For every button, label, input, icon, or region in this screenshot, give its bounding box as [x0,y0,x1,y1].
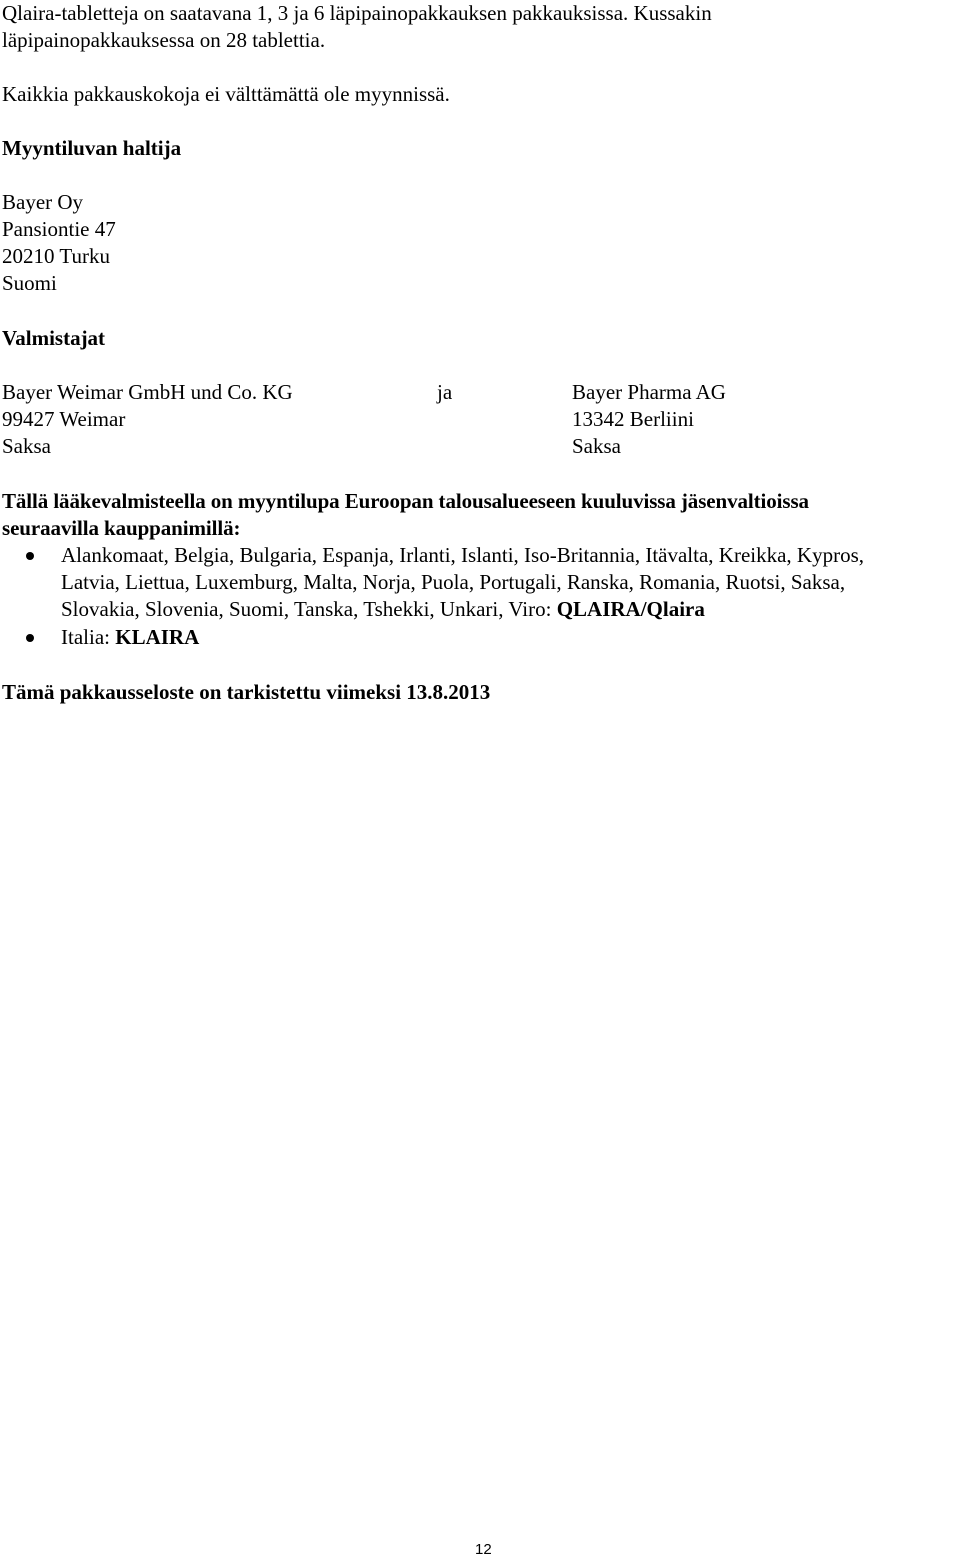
manufacturer-1-country: Saksa [2,434,51,458]
bullet-icon [26,634,34,642]
page-number: 12 [475,1541,492,1558]
intro-line-3: Kaikkia pakkauskokoja ei välttämättä ole myynnissä. [2,82,450,106]
item-2-country: Italia: [61,625,116,649]
holder-heading: Myyntiluvan haltija [2,136,182,160]
item-1-line-1: Alankomaat, Belgia, Bulgaria, Espanja, Irlanti, Islanti, Iso-Britannia, Itävalta, Kreikka, Kypros, [61,543,865,567]
intro-paragraph [2,0,712,54]
intro-line-1: Qlaira-tabletteja on saatavana 1, 3 ja 6 läpipainopakkauksen pakkauksissa. Kussakin [2,1,712,25]
item-1-trade-name: QLAIRA/Qlaira [556,597,705,621]
manufacturer-1 [2,379,293,460]
manufacturers-heading: Valmistajat [2,326,106,350]
manufacturer-1-name: Bayer Weimar GmbH und Co. KG [2,380,293,404]
holder-address [2,189,116,297]
manufacturer-2 [572,379,726,460]
holder-city: 20210 Turku [2,244,110,268]
item-2-trade-name: KLAIRA [115,625,200,649]
manufacturer-1-city: 99427 Weimar [2,407,126,431]
item-1-line-3 [61,596,864,623]
manufacturer-conjunction: ja [437,380,453,404]
manufacturer-2-country: Saksa [572,434,621,458]
bullet-icon [26,552,34,560]
authorisation-heading [2,488,809,542]
authorisation-heading-line-2: seuraavilla kauppanimillä: [2,516,241,540]
trade-name-list-item-1 [61,542,864,623]
authorisation-heading-line-1: Tällä lääkevalmisteella on myyntilupa Euroopan talousalueeseen kuuluvissa jäsenvaltioissa [2,489,809,513]
holder-name: Bayer Oy [2,190,84,214]
intro-line-2: läpipainopakkauksessa on 28 tablettia. [2,28,326,52]
holder-street: Pansiontie 47 [2,217,116,241]
revision-date: Tämä pakkausseloste on tarkistettu viimeksi 13.8.2013 [2,680,491,704]
manufacturer-2-city: 13342 Berliini [572,407,694,431]
manufacturer-2-name: Bayer Pharma AG [572,380,726,404]
trade-name-list-item-2 [61,624,199,651]
item-1-countries: Slovakia, Slovenia, Suomi, Tanska, Tshekki, Unkari, Viro: [61,597,557,621]
holder-country: Suomi [2,271,57,295]
item-1-line-2: Latvia, Liettua, Luxemburg, Malta, Norja, Puola, Portugali, Ranska, Romania, Ruotsi, Saksa, [61,570,846,594]
